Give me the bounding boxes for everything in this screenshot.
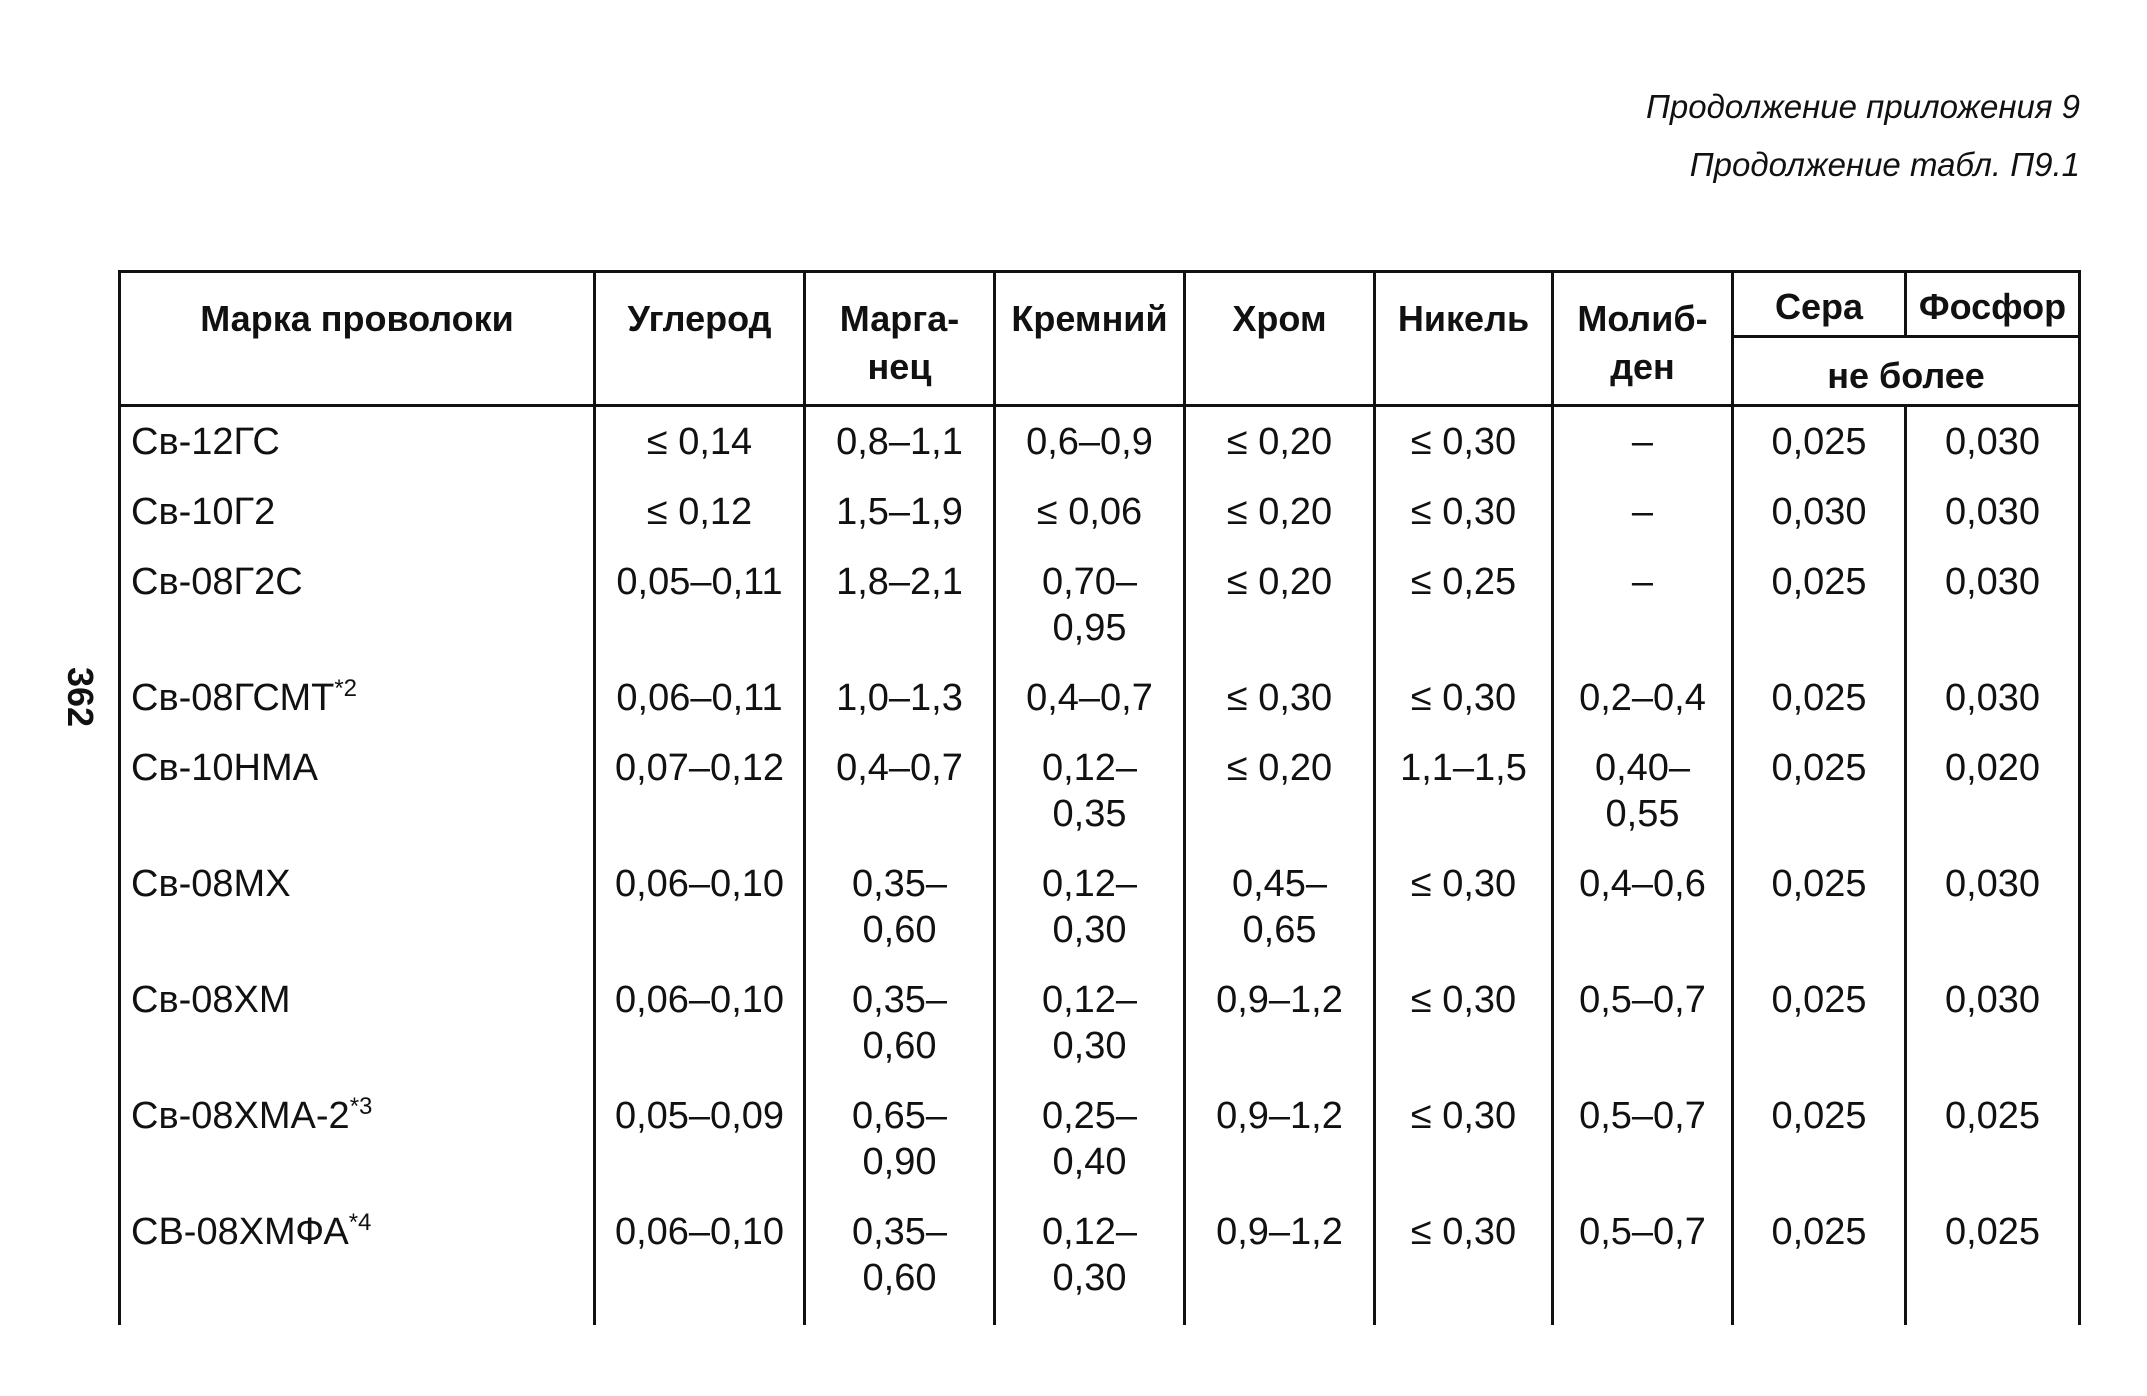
cell-silicon: 0,12– 0,30 xyxy=(995,847,1185,963)
cell-carbon: ≤ 0,12 xyxy=(595,475,805,545)
column-header-grade: Марка проволоки xyxy=(120,272,595,406)
cell-nickel: ≤ 0,30 xyxy=(1375,406,1553,476)
cell-molybdenum: 0,5–0,7 xyxy=(1553,1079,1733,1195)
wire-grade-text: Св-08ХМА-2 xyxy=(131,1095,350,1137)
cell-carbon: 0,06–0,10 xyxy=(595,963,805,1079)
cell-molybdenum: 0,5–0,7 xyxy=(1553,963,1733,1079)
cell-chromium: ≤ 0,20 xyxy=(1185,545,1375,661)
cell-molybdenum: 0,4–0,6 xyxy=(1553,847,1733,963)
cell-carbon: 0,05–0,11 xyxy=(595,545,805,661)
table-row xyxy=(120,963,2080,1079)
cell-grade xyxy=(120,661,595,731)
column-header-silicon: Кремний xyxy=(995,272,1185,406)
cell-carbon: 0,06–0,11 xyxy=(595,661,805,731)
page-number: 362 xyxy=(60,666,101,728)
cell-phosphorus: 0,030 xyxy=(1906,406,2080,476)
cell-sulfur: 0,025 xyxy=(1733,406,1906,476)
cell-sulfur: 0,025 xyxy=(1733,1195,1906,1325)
wire-grade-text: Св-12ГС xyxy=(131,421,280,463)
cell-molybdenum: – xyxy=(1553,475,1733,545)
cell-molybdenum: 0,40– 0,55 xyxy=(1553,731,1733,847)
cell-nickel: ≤ 0,30 xyxy=(1375,475,1553,545)
cell-carbon: 0,07–0,12 xyxy=(595,731,805,847)
cell-phosphorus: 0,030 xyxy=(1906,963,2080,1079)
cell-manganese: 0,35– 0,60 xyxy=(805,1195,995,1325)
cell-grade xyxy=(120,731,595,847)
cell-chromium: 0,45– 0,65 xyxy=(1185,847,1375,963)
cell-silicon: 0,4–0,7 xyxy=(995,661,1185,731)
footnote-marker: *2 xyxy=(334,675,357,702)
table-header-row xyxy=(120,272,2080,337)
column-header-molybdenum: Молиб- ден xyxy=(1553,272,1733,406)
table-row xyxy=(120,661,2080,731)
cell-chromium: ≤ 0,20 xyxy=(1185,475,1375,545)
table-row xyxy=(120,545,2080,661)
cell-phosphorus: 0,020 xyxy=(1906,731,2080,847)
cell-phosphorus: 0,025 xyxy=(1906,1195,2080,1325)
footnote-marker: *3 xyxy=(349,1093,373,1120)
cell-manganese: 0,4–0,7 xyxy=(805,731,995,847)
cell-nickel: 1,1–1,5 xyxy=(1375,731,1553,847)
cell-grade xyxy=(120,545,595,661)
continuation-table-label: Продолжение табл. П9.1 xyxy=(1689,146,2080,183)
cell-grade xyxy=(120,1079,595,1195)
table-row xyxy=(120,847,2080,963)
cell-nickel: ≤ 0,30 xyxy=(1375,1079,1553,1195)
column-header-carbon: Углерод xyxy=(595,272,805,406)
wire-grade-text: Св-10НМА xyxy=(131,747,318,789)
cell-chromium: ≤ 0,30 xyxy=(1185,661,1375,731)
cell-carbon: 0,06–0,10 xyxy=(595,847,805,963)
cell-manganese: 0,35– 0,60 xyxy=(805,847,995,963)
cell-carbon: ≤ 0,14 xyxy=(595,406,805,476)
cell-molybdenum: 0,5–0,7 xyxy=(1553,1195,1733,1325)
cell-grade xyxy=(120,963,595,1079)
cell-phosphorus: 0,025 xyxy=(1906,1079,2080,1195)
cell-phosphorus: 0,030 xyxy=(1906,475,2080,545)
wire-composition-table xyxy=(118,270,2081,1325)
cell-sulfur: 0,030 xyxy=(1733,475,1906,545)
cell-chromium: ≤ 0,20 xyxy=(1185,406,1375,476)
column-header-phosphorus: Фосфор xyxy=(1906,272,2080,337)
cell-chromium: ≤ 0,20 xyxy=(1185,731,1375,847)
cell-silicon: 0,70– 0,95 xyxy=(995,545,1185,661)
cell-manganese: 1,5–1,9 xyxy=(805,475,995,545)
table-body xyxy=(120,406,2080,1326)
cell-grade xyxy=(120,475,595,545)
cell-grade xyxy=(120,847,595,963)
cell-nickel: ≤ 0,30 xyxy=(1375,963,1553,1079)
cell-silicon: 0,25– 0,40 xyxy=(995,1079,1185,1195)
cell-carbon: 0,06–0,10 xyxy=(595,1195,805,1325)
table-row xyxy=(120,731,2080,847)
cell-chromium: 0,9–1,2 xyxy=(1185,1079,1375,1195)
cell-manganese: 1,0–1,3 xyxy=(805,661,995,731)
column-header-max-note: не более xyxy=(1733,337,2080,406)
cell-grade xyxy=(120,1195,595,1325)
cell-phosphorus: 0,030 xyxy=(1906,847,2080,963)
cell-molybdenum: – xyxy=(1553,545,1733,661)
wire-grade-text: Св-08ГСМТ xyxy=(131,677,335,719)
cell-sulfur: 0,025 xyxy=(1733,847,1906,963)
cell-nickel: ≤ 0,30 xyxy=(1375,1195,1553,1325)
cell-sulfur: 0,025 xyxy=(1733,731,1906,847)
table-row xyxy=(120,406,2080,476)
cell-silicon: 0,12– 0,30 xyxy=(995,963,1185,1079)
cell-chromium: 0,9–1,2 xyxy=(1185,963,1375,1079)
table-row xyxy=(120,475,2080,545)
cell-phosphorus: 0,030 xyxy=(1906,661,2080,731)
table-row xyxy=(120,1079,2080,1195)
cell-sulfur: 0,025 xyxy=(1733,545,1906,661)
cell-silicon: 0,12– 0,30 xyxy=(995,1195,1185,1325)
cell-chromium: 0,9–1,2 xyxy=(1185,1195,1375,1325)
column-header-manganese: Марга- нец xyxy=(805,272,995,406)
cell-silicon: ≤ 0,06 xyxy=(995,475,1185,545)
wire-grade-text: СВ-08ХМФА xyxy=(131,1211,349,1253)
continuation-appendix-label: Продолжение приложения 9 xyxy=(1645,88,2080,125)
cell-nickel: ≤ 0,30 xyxy=(1375,847,1553,963)
cell-molybdenum: 0,2–0,4 xyxy=(1553,661,1733,731)
wire-grade-text: Св-08МХ xyxy=(131,863,291,905)
wire-grade-text: Св-10Г2 xyxy=(131,491,276,533)
cell-sulfur: 0,025 xyxy=(1733,1079,1906,1195)
column-header-sulfur: Сера xyxy=(1733,272,1906,337)
cell-silicon: 0,6–0,9 xyxy=(995,406,1185,476)
column-header-nickel: Никель xyxy=(1375,272,1553,406)
table-row xyxy=(120,1195,2080,1325)
cell-nickel: ≤ 0,25 xyxy=(1375,545,1553,661)
cell-silicon: 0,12– 0,35 xyxy=(995,731,1185,847)
cell-phosphorus: 0,030 xyxy=(1906,545,2080,661)
cell-molybdenum: – xyxy=(1553,406,1733,476)
cell-manganese: 0,8–1,1 xyxy=(805,406,995,476)
wire-grade-text: Св-08Г2С xyxy=(131,561,303,603)
cell-manganese: 1,8–2,1 xyxy=(805,545,995,661)
cell-nickel: ≤ 0,30 xyxy=(1375,661,1553,731)
wire-grade-text: Св-08ХМ xyxy=(131,979,291,1021)
cell-manganese: 0,65– 0,90 xyxy=(805,1079,995,1195)
footnote-marker: *4 xyxy=(348,1209,372,1236)
cell-manganese: 0,35– 0,60 xyxy=(805,963,995,1079)
cell-grade xyxy=(120,406,595,476)
cell-sulfur: 0,025 xyxy=(1733,963,1906,1079)
column-header-chromium: Хром xyxy=(1185,272,1375,406)
cell-sulfur: 0,025 xyxy=(1733,661,1906,731)
cell-carbon: 0,05–0,09 xyxy=(595,1079,805,1195)
